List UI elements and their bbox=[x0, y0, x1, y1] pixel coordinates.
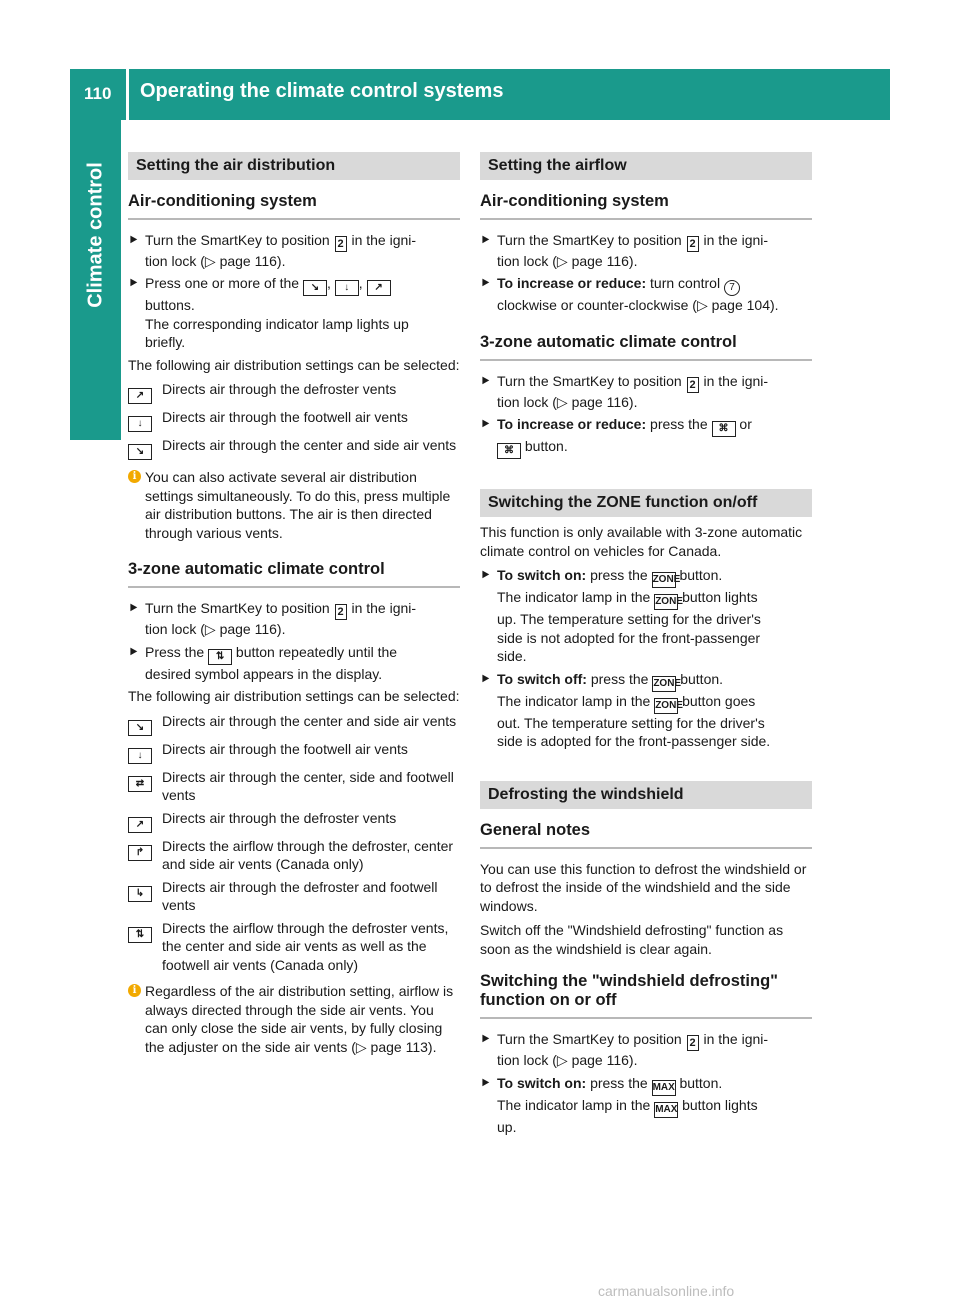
heading-ac-system-airflow: Air-conditioning system bbox=[480, 192, 812, 220]
airflow-ac-steps bbox=[480, 231, 812, 315]
page-header bbox=[70, 69, 890, 120]
button-symbol-icon: ⌘ bbox=[712, 421, 736, 437]
setting-description: Directs air through the defroster vents bbox=[162, 381, 397, 398]
button-symbol-icon: 2 bbox=[335, 604, 347, 620]
setting-description: Directs air through the center and side air vents bbox=[162, 437, 457, 454]
ac-intro: The following air distribution settings can be selected: bbox=[128, 356, 460, 373]
button-symbol-icon: ZONE bbox=[654, 594, 678, 610]
setting-row bbox=[128, 436, 460, 460]
button-symbol-icon: 2 bbox=[687, 236, 699, 252]
general-notes-p2: Switch off the "Windshield defrosting" function as soon as the windshield is clear again. bbox=[480, 922, 784, 957]
instruction-step: ▶ Press one or more of the ↘ , ↓ , ↗ buttons. The corresponding indicator lamp lights up briefly. bbox=[128, 274, 460, 352]
button-symbol-icon: 2 bbox=[335, 236, 347, 252]
header-divider bbox=[126, 69, 129, 120]
instruction-step: ▶ Turn the SmartKey to position 2 in the igni- tion lock (▷ page 116). bbox=[128, 231, 460, 271]
zone-settings bbox=[128, 712, 460, 975]
instruction-step: ▶ To switch on: press the MAX button. The indicator lamp in the MAX button lights up. bbox=[480, 1074, 812, 1137]
setting-row bbox=[128, 809, 460, 833]
heading-general-notes: General notes bbox=[480, 821, 812, 849]
air-distribution-icon: ↱ bbox=[128, 845, 152, 861]
setting-description: Directs air through the defroster vents bbox=[162, 809, 397, 826]
section-title-air-distribution: Setting the air distribution bbox=[128, 152, 460, 180]
ac-settings bbox=[128, 380, 460, 460]
page-number: 110 bbox=[84, 84, 112, 103]
zone-function-intro: This function is only available with 3-zone automatic climate control on vehicles for Canada. bbox=[480, 524, 803, 559]
air-distribution-icon: ↘ bbox=[303, 280, 327, 296]
section-title-defrost: Defrosting the windshield bbox=[480, 781, 812, 809]
section-title-airflow: Setting the airflow bbox=[480, 152, 812, 180]
button-symbol-icon: ZONE bbox=[654, 698, 678, 714]
side-tab-label: Climate control bbox=[84, 162, 106, 308]
setting-description: Directs air through the footwell air vents bbox=[162, 740, 408, 757]
info-icon: i bbox=[128, 470, 141, 483]
setting-description: Directs air through the center and side air vents bbox=[162, 712, 457, 729]
setting-row bbox=[128, 408, 460, 432]
setting-row bbox=[128, 712, 460, 736]
air-distribution-icon: ↓ bbox=[128, 748, 152, 764]
right-column bbox=[480, 152, 812, 1140]
heading-3zone-airflow: 3-zone automatic climate control bbox=[480, 333, 812, 361]
setting-row bbox=[128, 768, 460, 805]
air-distribution-icon: ⇅ bbox=[128, 927, 152, 943]
air-distribution-icon: ↘ bbox=[128, 720, 152, 736]
instruction-step: ▶ To increase or reduce: turn control 7 clockwise or counter-clockwise (▷ page 104). bbox=[480, 274, 812, 315]
instruction-step: ▶ To increase or reduce: press the ⌘ or ⌘ button. bbox=[480, 415, 812, 459]
heading-ac-system: Air-conditioning system bbox=[128, 192, 460, 220]
air-distribution-icon: ↳ bbox=[128, 886, 152, 902]
heading-3zone: 3-zone automatic climate control bbox=[128, 560, 460, 588]
instruction-step: ▶ Turn the SmartKey to position 2 in the igni- tion lock (▷ page 116). bbox=[480, 372, 812, 412]
button-symbol-icon: ⌘ bbox=[497, 443, 521, 459]
air-distribution-icon: ⇄ bbox=[128, 776, 152, 792]
button-symbol-icon: ZONE bbox=[652, 572, 676, 588]
setting-row bbox=[128, 740, 460, 764]
setting-row bbox=[128, 380, 460, 404]
left-column bbox=[128, 152, 460, 1062]
button-symbol-icon: MAX bbox=[652, 1080, 676, 1096]
air-distribution-icon: ↗ bbox=[128, 388, 152, 404]
button-symbol-icon: 2 bbox=[687, 1035, 699, 1051]
side-tab-marker bbox=[70, 350, 121, 440]
instruction-step: ▶ Press the ⇅ button repeatedly until the desired symbol appears in the display. bbox=[128, 643, 460, 684]
heading-windshield-defrosting: Switching the "windshield defrosting" function on or off bbox=[480, 972, 812, 1019]
setting-description: Directs air through the center, side and footwell vents bbox=[162, 768, 454, 804]
ac-note bbox=[128, 468, 460, 542]
instruction-step: ▶ To switch on: press the ZONE button. The indicator lamp in the ZONE button lights up. The temperature setting for the driver's side is not adopted for the front-passenger side. bbox=[480, 566, 812, 666]
instruction-step: ▶ Turn the SmartKey to position 2 in the igni- tion lock (▷ page 116). bbox=[480, 231, 812, 271]
ac-steps bbox=[128, 231, 460, 352]
setting-description: Directs the airflow through the defroster, center and side air vents (Canada only) bbox=[162, 837, 454, 873]
watermark: carmanualsonline.info bbox=[598, 1283, 735, 1299]
side-tab bbox=[70, 120, 121, 350]
instruction-step: ▶ Turn the SmartKey to position 2 in the igni- tion lock (▷ page 116). bbox=[128, 599, 460, 639]
zone-function-steps bbox=[480, 566, 812, 751]
windshield-steps bbox=[480, 1030, 812, 1136]
button-symbol-icon: 2 bbox=[687, 377, 699, 393]
instruction-step: ▶ To switch off: press the ZONE button. The indicator lamp in the ZONE button goes out. The temperature setting for the driver's side is adopted for the front-passenger side. bbox=[480, 670, 812, 751]
air-distribution-icon: ↗ bbox=[128, 817, 152, 833]
setting-row bbox=[128, 837, 460, 874]
setting-row bbox=[128, 878, 460, 915]
setting-description: Directs air through the footwell air vents bbox=[162, 409, 408, 426]
button-symbol-icon: ZONE bbox=[652, 676, 676, 692]
airflow-zone-steps bbox=[480, 372, 812, 460]
setting-row bbox=[128, 919, 460, 975]
zone-intro: The following air distribution settings can be selected: bbox=[128, 688, 460, 705]
section-title-zone-function: Switching the ZONE function on/off bbox=[480, 489, 812, 517]
instruction-step: ▶ Turn the SmartKey to position 2 in the igni- tion lock (▷ page 116). bbox=[480, 1030, 812, 1070]
control-number-icon: 7 bbox=[724, 280, 740, 296]
air-distribution-icon: ↗ bbox=[367, 280, 391, 296]
button-symbol-icon: MAX bbox=[654, 1102, 678, 1118]
air-distribution-icon: ↓ bbox=[335, 280, 359, 296]
zone-note bbox=[128, 982, 460, 1056]
setting-description: Directs air through the defroster and footwell vents bbox=[162, 878, 438, 914]
ac-note-text: You can also activate several air distribution settings simultaneously. To do this, press multiple air distribution buttons. The air is then directed through various vents. bbox=[145, 469, 451, 541]
general-notes-p1: You can use this function to defrost the windshield or to defrost the inside of the windshield and the side windows. bbox=[480, 860, 807, 914]
zone-note-text: Regardless of the air distribution setting, airflow is always directed through the side air vents. You can only close the side air vents, by fully closing the adjuster on the side air vents (▷ page 113). bbox=[145, 983, 454, 1055]
zone-steps bbox=[128, 599, 460, 683]
page-title: Operating the climate control systems bbox=[140, 80, 504, 102]
air-distribution-icon: ↘ bbox=[128, 444, 152, 460]
info-icon: i bbox=[128, 984, 141, 997]
air-distribution-icon: ↓ bbox=[128, 416, 152, 432]
setting-description: Directs the airflow through the defroster vents, the center and side air vents as well as the footwell air vents (Canada only) bbox=[162, 919, 449, 973]
button-symbol-icon: ⇅ bbox=[208, 649, 232, 665]
